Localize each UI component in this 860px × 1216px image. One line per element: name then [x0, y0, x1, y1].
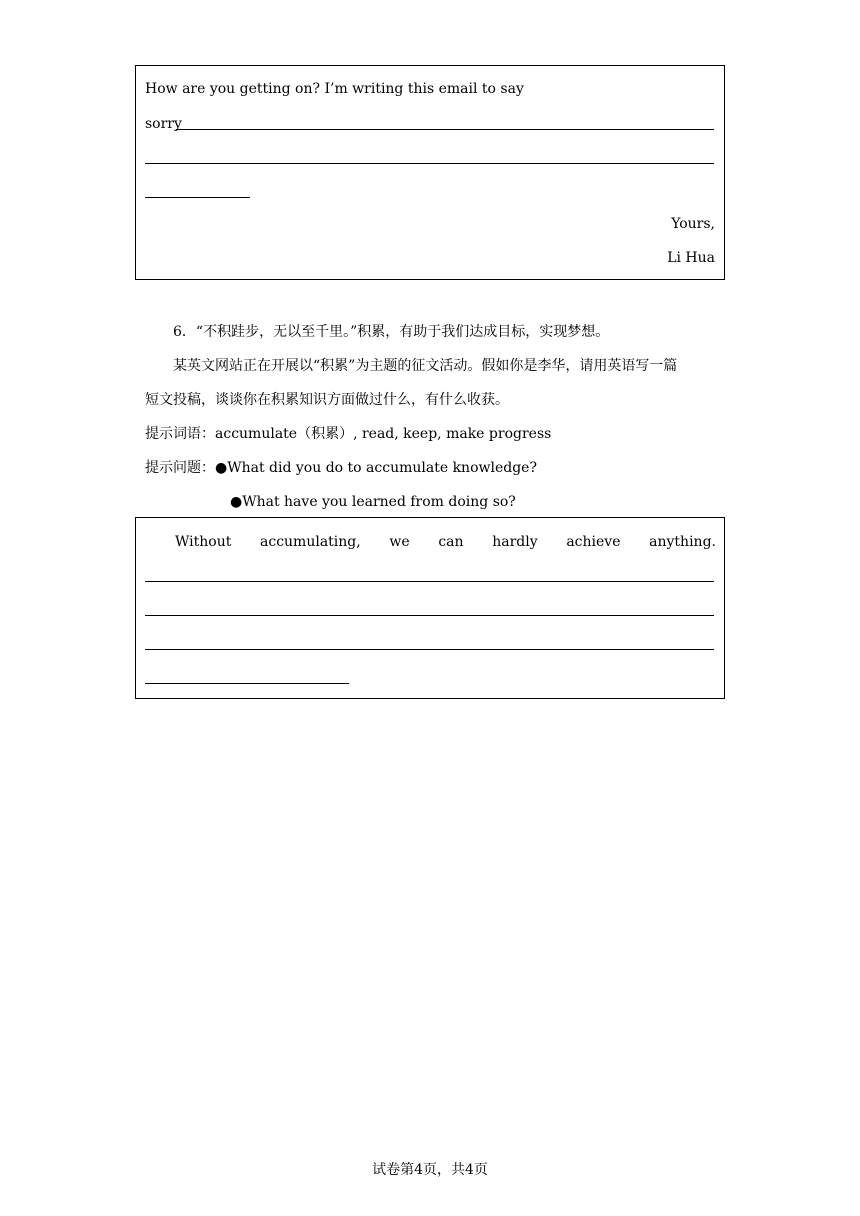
hint-words-text: accumulate（积累）, read, keep, make progress — [215, 426, 552, 442]
email-opening: How are you getting on? I’m writing this email to say — [145, 81, 524, 97]
writing-line — [145, 615, 714, 616]
answer-start-sentence — [175, 533, 716, 551]
question-6-line3: 短文投稿，谈谈你在积累知识方面做过什么，有什么收获。 — [145, 392, 509, 408]
hint-questions-label: 提示问题： — [145, 460, 215, 476]
hint-questions — [145, 459, 537, 477]
start-word: Without — [175, 534, 232, 550]
hint-question-1: ●What did you do to accumulate knowledge? — [215, 460, 537, 476]
start-word: can — [438, 534, 464, 550]
start-word: hardly — [492, 534, 538, 550]
writing-line — [176, 129, 714, 130]
writing-line — [145, 163, 714, 164]
hint-words — [145, 425, 551, 443]
hint-question-2: ●What have you learned from doing so? — [230, 494, 516, 510]
writing-line — [145, 683, 349, 684]
writing-line — [145, 197, 250, 198]
start-word: achieve — [566, 534, 621, 550]
start-word: accumulating, — [260, 534, 361, 550]
page-footer: 试卷第4页，共4页 — [372, 1162, 488, 1178]
email-signature: Li Hua — [667, 250, 715, 266]
email-closing: Yours, — [671, 216, 715, 232]
email-sorry: sorry — [145, 116, 182, 132]
start-word: anything. — [649, 534, 716, 550]
question-6-line1: 6．“不积跬步，无以至千里。”积累，有助于我们达成目标，实现梦想。 — [173, 324, 610, 340]
writing-line — [145, 649, 714, 650]
writing-line — [145, 581, 714, 582]
start-word: we — [389, 534, 410, 550]
hint-words-label: 提示词语： — [145, 426, 215, 442]
question-6-line2: 某英文网站正在开展以“积累”为主题的征文活动。假如你是李华，请用英语写一篇 — [173, 358, 678, 374]
